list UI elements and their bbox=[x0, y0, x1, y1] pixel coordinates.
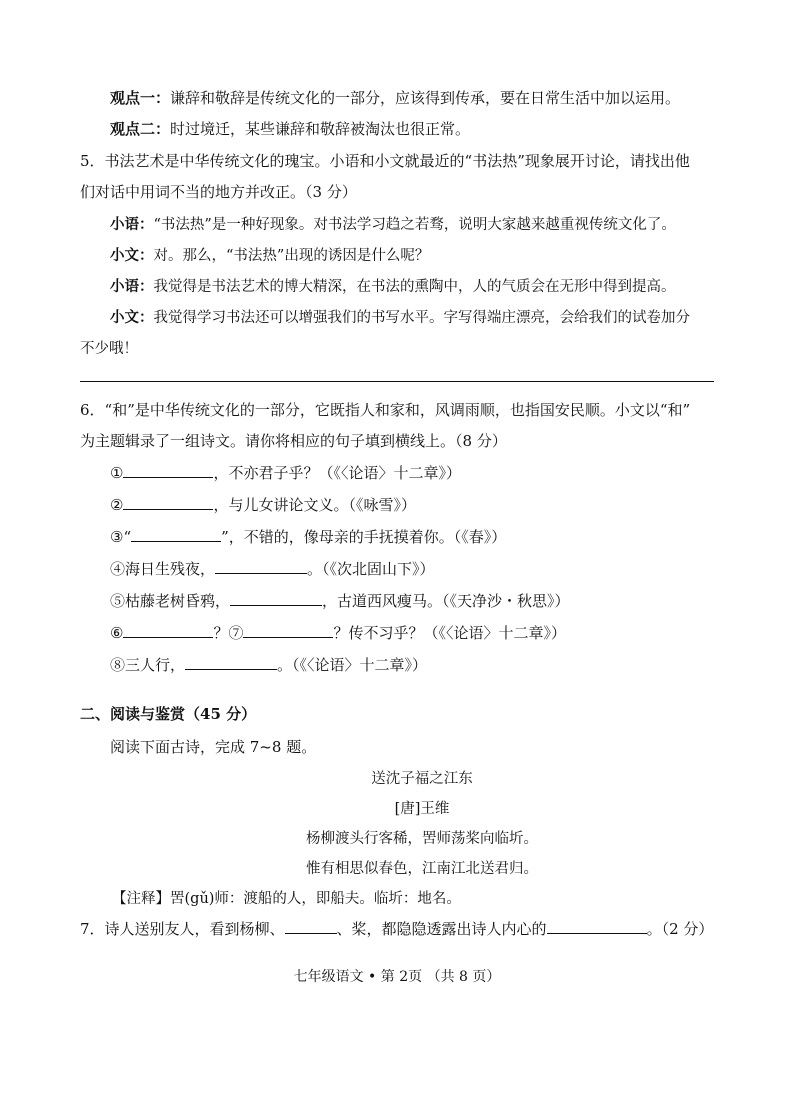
viewpoint-2-text: 时过境迁，某些谦辞和敬辞被淘汰也很正常。 bbox=[170, 120, 471, 138]
dialogue-text: 我觉得学习书法还可以增强我们的书写水平。字写得端庄漂亮，会给我们的试卷加分 bbox=[153, 310, 690, 326]
q5-dialogue-3 bbox=[110, 276, 676, 298]
item-prefix: ③“ bbox=[110, 528, 132, 546]
dialogue-text: “书法热”是一种好现象。对书法学习趋之若骛，说明大家越来越重视传统文化了。 bbox=[153, 217, 676, 233]
q7-middle: 、桨，都隐隐透露出诗人内心的 bbox=[336, 920, 547, 938]
speaker-label: 小语： bbox=[110, 278, 154, 295]
q5-dialogue-1 bbox=[110, 214, 676, 236]
fill-blank[interactable] bbox=[123, 494, 213, 510]
q7-prefix: 7．诗人送别友人，看到杨柳、 bbox=[80, 920, 285, 938]
item-suffix: ？传不习乎？（《〈论语〉十二章》） bbox=[333, 624, 566, 642]
q7-suffix: 。（2 分） bbox=[646, 920, 714, 938]
q6-prompt-line2: 为主题辑录了一组诗文。请你将相应的句子填到横线上。（8 分） bbox=[80, 432, 507, 450]
poem-author: [唐]王维 bbox=[394, 801, 450, 817]
q6-prompt-line1: 6．“和”是中华传统文化的一部分，它既指人和家和，风调雨顺，也指国安民顺。小文以“和” bbox=[80, 401, 691, 419]
section-heading: 二、阅读与鉴赏（45 分） bbox=[80, 705, 257, 723]
fill-blank[interactable] bbox=[230, 590, 322, 606]
fill-blank[interactable] bbox=[131, 526, 221, 542]
q6-item-3 bbox=[110, 526, 506, 548]
fill-blank[interactable] bbox=[285, 918, 337, 934]
fill-blank[interactable] bbox=[185, 654, 277, 670]
speaker-label: 小文： bbox=[110, 309, 154, 326]
poem-line-1: 杨柳渡头行客稀，罟师荡桨向临圻。 bbox=[306, 831, 538, 847]
speaker-label: 小语： bbox=[110, 216, 154, 233]
q6-item-6-7 bbox=[110, 622, 566, 644]
q5-dialogue-4-cont: 不少哦！ bbox=[80, 341, 138, 357]
q6-item-1 bbox=[110, 462, 461, 484]
q6-item-5 bbox=[110, 590, 570, 612]
poem-title: 送沈子福之江东 bbox=[371, 771, 473, 787]
item-suffix: ，与儿女讲论文义。（《咏雪》） bbox=[213, 496, 416, 514]
fill-blank[interactable] bbox=[123, 622, 213, 638]
fill-blank[interactable] bbox=[547, 918, 647, 934]
viewpoint-1-label: 观点一： bbox=[110, 89, 171, 107]
item-prefix: ② bbox=[110, 496, 124, 514]
section-instruction: 阅读下面古诗，完成 7~8 题。 bbox=[110, 738, 317, 756]
item-suffix: 。（《次北固山下》） bbox=[307, 560, 435, 578]
viewpoint-1 bbox=[110, 87, 680, 109]
q5-prompt-line2: 们对话中用词不当的地方并改正。（3 分） bbox=[80, 183, 357, 201]
viewpoint-2 bbox=[110, 118, 470, 140]
dialogue-text: 对。那么，“书法热”出现的诱因是什么呢？ bbox=[153, 248, 430, 264]
speaker-label: 小文： bbox=[110, 247, 154, 264]
fill-blank[interactable] bbox=[243, 622, 333, 638]
poem-line-2: 惟有相思似春色，江南江北送君归。 bbox=[306, 861, 538, 877]
q5-dialogue-4 bbox=[110, 307, 690, 329]
item-prefix: ① bbox=[110, 464, 124, 482]
item-suffix: 。（《〈论语〉十二章》） bbox=[277, 656, 428, 674]
poem-note bbox=[112, 888, 461, 910]
note-text: 罟(gǔ)师：渡船的人，即船夫。临圻：地名。 bbox=[170, 891, 461, 907]
q5-dialogue-2 bbox=[110, 245, 429, 267]
item-prefix: ⑤枯藤老树昏鸦， bbox=[110, 592, 231, 610]
item-suffix: ，不亦君子乎？（《〈论语〉十二章》） bbox=[213, 464, 461, 482]
item-suffix: ，古道西风瘦马。（《天净沙・秋思》） bbox=[322, 592, 570, 610]
dialogue-text: 我觉得是书法艺术的博大精深，在书法的熏陶中，人的气质会在无形中得到提高。 bbox=[153, 279, 676, 295]
fill-blank[interactable] bbox=[123, 462, 213, 478]
page-footer: 七年级语文 • 第 2页 （共 8 页） bbox=[293, 969, 501, 985]
fill-blank[interactable] bbox=[215, 558, 307, 574]
note-label: 【注释】 bbox=[112, 891, 170, 907]
q6-item-8 bbox=[110, 654, 427, 676]
q7 bbox=[80, 918, 713, 940]
q6-item-4 bbox=[110, 558, 435, 580]
q6-item-2 bbox=[110, 494, 416, 516]
answer-line bbox=[80, 381, 714, 382]
item-middle: ？⑦ bbox=[213, 624, 244, 642]
item-prefix: ④海日生残夜， bbox=[110, 560, 216, 578]
q5-prompt-line1: 5．书法艺术是中华传统文化的瑰宝。小语和小文就最近的“书法热”现象展开讨论，请找出他 bbox=[80, 152, 690, 170]
viewpoint-2-label: 观点二： bbox=[110, 120, 171, 138]
viewpoint-1-text: 谦辞和敬辞是传统文化的一部分，应该得到传承，要在日常生活中加以运用。 bbox=[170, 89, 681, 107]
item-prefix: ⑧三人行， bbox=[110, 656, 186, 674]
item-prefix: ⑥ bbox=[110, 624, 124, 642]
item-suffix: ”，不错的，像母亲的手抚摸着你。（《春》） bbox=[221, 528, 507, 546]
